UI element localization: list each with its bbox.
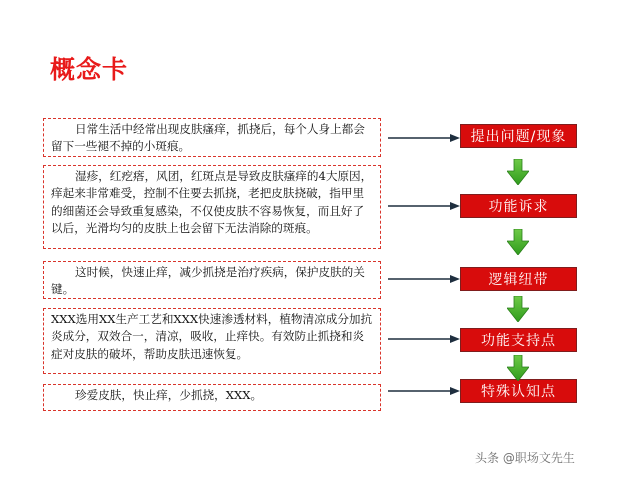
tag-problem-phenomenon: 提出问题/现象 <box>460 124 577 148</box>
flow-down-arrow-4 <box>507 355 529 381</box>
concept-card-logic-link: 这时候，快速止痒，减少抓挠是治疗疾病，保护皮肤的关键。 <box>43 261 381 299</box>
flow-down-arrow-2 <box>507 229 529 255</box>
flow-down-arrow-1 <box>507 159 529 185</box>
flow-down-arrow-3 <box>507 296 529 322</box>
connector-arrow-5 <box>388 384 460 398</box>
connector-arrow-4 <box>388 332 460 346</box>
tag-functional-appeal: 功能诉求 <box>460 194 577 218</box>
concept-card-benefit: 湿疹，红疙瘩，风团，红斑点是导致皮肤瘙痒的4大原因，痒起来非常难受，控制不住要去抓挠，老把皮肤挠破，指甲里的细菌还会导致重复感染，不仅使皮肤不容易恢复，而且好了以后，光滑均匀的皮肤上也会留下无法消除的斑痕。 <box>43 165 381 249</box>
tag-logic-link: 逻辑纽带 <box>460 267 577 291</box>
watermark: 头条 @职场文先生 <box>475 451 575 465</box>
connector-arrow-2 <box>388 199 460 213</box>
tag-special-cognition: 特殊认知点 <box>460 379 577 403</box>
concept-card-support: XXX选用XX生产工艺和XXX快速渗透材料，植物清凉成分加抗炎成分，双效合一，清凉，吸收，止痒快。有效防止抓挠和炎症对皮肤的破坏，帮助皮肤迅速恢复。 <box>43 308 381 374</box>
page-title: 概念卡 <box>50 55 129 84</box>
concept-card-problem: 日常生活中经常出现皮肤瘙痒，抓挠后，每个人身上都会留下一些褪不掉的小斑痕。 <box>43 118 381 157</box>
concept-card-special-cognition: 珍爱皮肤，快止痒，少抓挠，XXX。 <box>43 384 381 411</box>
tag-function-support: 功能支持点 <box>460 328 577 352</box>
connector-arrow-3 <box>388 272 460 286</box>
connector-arrow-1 <box>388 131 460 145</box>
